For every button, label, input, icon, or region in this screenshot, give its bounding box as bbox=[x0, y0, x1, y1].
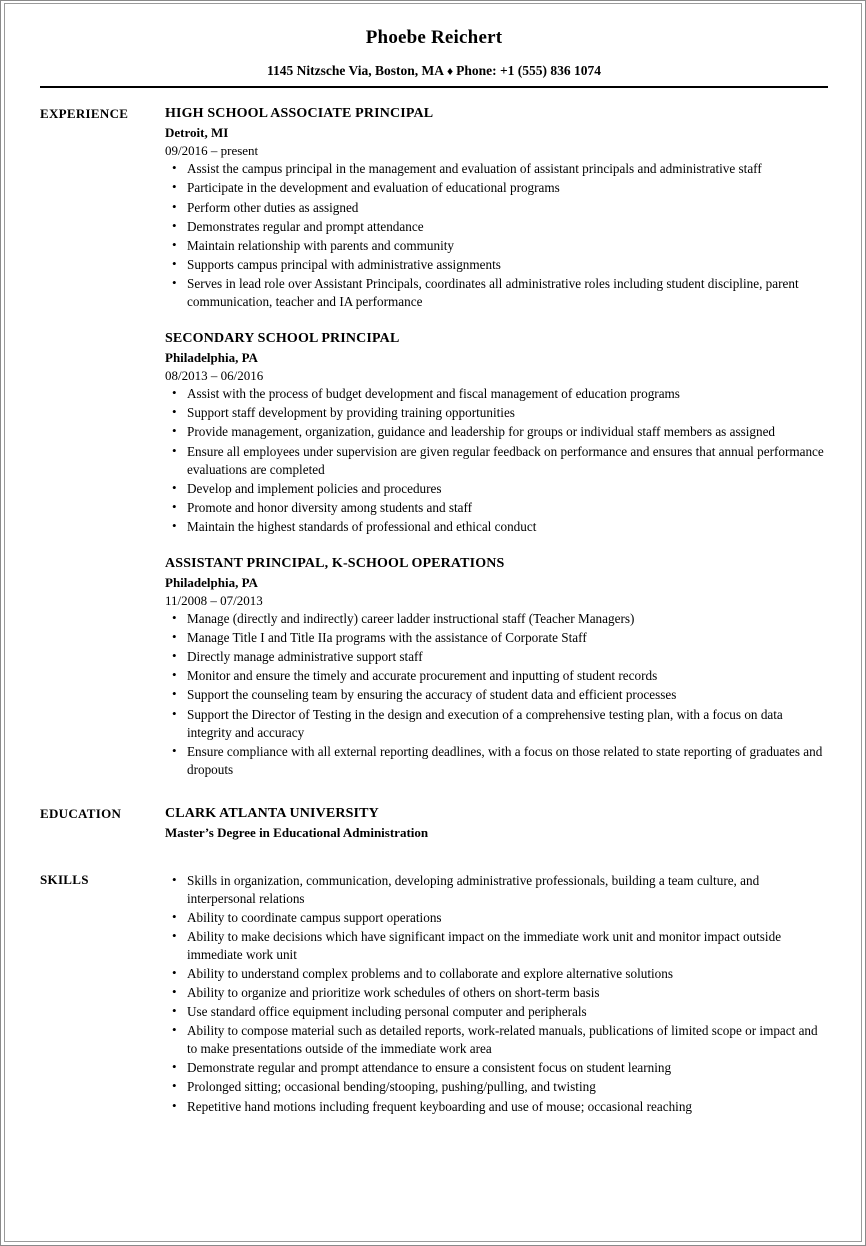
section-label-education: EDUCATION bbox=[40, 805, 122, 821]
job-title: ASSISTANT PRINCIPAL, K-SCHOOL OPERATIONS bbox=[165, 555, 505, 571]
skill-bullet: • Prolonged sitting; occasional bending/stooping, pushing/pulling, and twisting bbox=[165, 1078, 828, 1096]
section-experience bbox=[40, 105, 828, 779]
header-divider-rule bbox=[40, 86, 828, 88]
education-entries bbox=[165, 805, 828, 842]
contact-phone: Phone: +1 (555) 836 1074 bbox=[456, 62, 602, 78]
resume-body bbox=[40, 105, 828, 1116]
job-dates: 09/2016 – present bbox=[165, 142, 259, 158]
skill-bullet: • Demonstrate regular and prompt attendance to ensure a consistent focus on student learning bbox=[165, 1059, 828, 1077]
job-bullet: • Manage Title I and Title IIa programs with the assistance of Corporate Staff bbox=[165, 629, 828, 647]
diamond-separator-icon: ♦ bbox=[446, 63, 454, 78]
job-bullet: • Demonstrates regular and prompt attendance bbox=[165, 218, 828, 236]
experience-entries bbox=[165, 105, 828, 779]
job-location: Detroit, MI bbox=[165, 125, 229, 141]
section-label-experience: EXPERIENCE bbox=[40, 106, 129, 122]
job-bullet: • Monitor and ensure the timely and accurate procurement and inputting of student records bbox=[165, 667, 828, 685]
job-bullet: • Support the counseling team by ensuring the accuracy of student data and efficient processes bbox=[165, 686, 828, 704]
job-bullet: • Support staff development by providing training opportunities bbox=[165, 404, 828, 422]
job-bullet: • Assist with the process of budget development and fiscal management of education programs bbox=[165, 385, 828, 403]
job-dates: 11/2008 – 07/2013 bbox=[165, 592, 263, 608]
job-bullet: • Perform other duties as assigned bbox=[165, 199, 828, 217]
candidate-name: Phoebe Reichert bbox=[365, 27, 503, 48]
job-bullet: • Manage (directly and indirectly) career ladder instructional staff (Teacher Managers) bbox=[165, 610, 828, 628]
skill-bullet: • Ability to coordinate campus support operations bbox=[165, 909, 828, 927]
contact-line bbox=[40, 63, 828, 79]
job-bullet: • Directly manage administrative support staff bbox=[165, 648, 828, 666]
job-bullet: • Ensure all employees under supervision are given regular feedback on performance and ensures that annual performance evaluations are completed bbox=[165, 443, 828, 479]
skill-bullet: • Skills in organization, communication, developing administrative professionals, building a team culture, and interpersonal relations bbox=[165, 872, 828, 908]
job-bullet: • Assist the campus principal in the management and evaluation of assistant principals and administrative staff bbox=[165, 160, 828, 178]
job-bullet: • Serves in lead role over Assistant Principals, coordinates all administrative roles including student discipline, parent communication, teacher and IA performance bbox=[165, 275, 828, 311]
skill-bullet: • Ability to organize and prioritize work schedules of others on short-term basis bbox=[165, 984, 828, 1002]
skills-bullet-list bbox=[165, 872, 828, 1116]
job-title: HIGH SCHOOL ASSOCIATE PRINCIPAL bbox=[165, 106, 434, 122]
job-bullet-list bbox=[165, 385, 828, 536]
section-label-skills: SKILLS bbox=[40, 871, 89, 887]
experience-item bbox=[165, 330, 828, 536]
skill-bullet: • Use standard office equipment including personal computer and peripherals bbox=[165, 1003, 828, 1021]
job-location: Philadelphia, PA bbox=[165, 350, 258, 366]
section-education bbox=[40, 805, 828, 842]
job-bullet-list bbox=[165, 160, 828, 311]
job-bullet: • Ensure compliance with all external reporting deadlines, with a focus on those related to state reporting of graduates and dropouts bbox=[165, 743, 828, 779]
experience-item bbox=[165, 105, 828, 311]
job-bullet: • Participate in the development and evaluation of educational programs bbox=[165, 179, 828, 197]
education-degree: Master’s Degree in Educational Administration bbox=[165, 825, 429, 841]
job-bullet: • Promote and honor diversity among students and staff bbox=[165, 499, 828, 517]
job-bullet: • Support the Director of Testing in the design and execution of a comprehensive testing plan, with a focus on data integrity and accuracy bbox=[165, 706, 828, 742]
skills-entries bbox=[165, 871, 828, 1116]
job-bullet-list bbox=[165, 610, 828, 779]
job-bullet: • Maintain relationship with parents and community bbox=[165, 237, 828, 255]
education-item bbox=[165, 805, 828, 842]
section-skills bbox=[40, 871, 828, 1116]
page-inner-frame bbox=[4, 3, 862, 1242]
skill-bullet: • Repetitive hand motions including frequent keyboarding and use of mouse; occasional reaching bbox=[165, 1098, 828, 1116]
job-title: SECONDARY SCHOOL PRINCIPAL bbox=[165, 330, 400, 346]
resume-sheet bbox=[5, 4, 861, 1241]
job-bullet: • Provide management, organization, guidance and leadership for groups or individual staff members as assigned bbox=[165, 423, 828, 441]
job-location: Philadelphia, PA bbox=[165, 575, 258, 591]
skill-bullet: • Ability to make decisions which have significant impact on the immediate work unit and monitor impact outside immediate work unit bbox=[165, 928, 828, 964]
job-bullet: • Maintain the highest standards of professional and ethical conduct bbox=[165, 518, 828, 536]
job-bullet: • Supports campus principal with administrative assignments bbox=[165, 256, 828, 274]
resume-header bbox=[40, 26, 828, 88]
education-school: CLARK ATLANTA UNIVERSITY bbox=[165, 805, 379, 821]
experience-item bbox=[165, 555, 828, 779]
contact-address: 1145 Nitzsche Via, Boston, MA bbox=[266, 62, 444, 78]
skill-bullet: • Ability to understand complex problems and to collaborate and explore alternative solutions bbox=[165, 965, 828, 983]
job-bullet: • Develop and implement policies and procedures bbox=[165, 480, 828, 498]
skill-bullet: • Ability to compose material such as detailed reports, work-related manuals, publications of limited scope or impact and to make presentations outside of the immediate work area bbox=[165, 1022, 828, 1058]
job-dates: 08/2013 – 06/2016 bbox=[165, 367, 264, 383]
